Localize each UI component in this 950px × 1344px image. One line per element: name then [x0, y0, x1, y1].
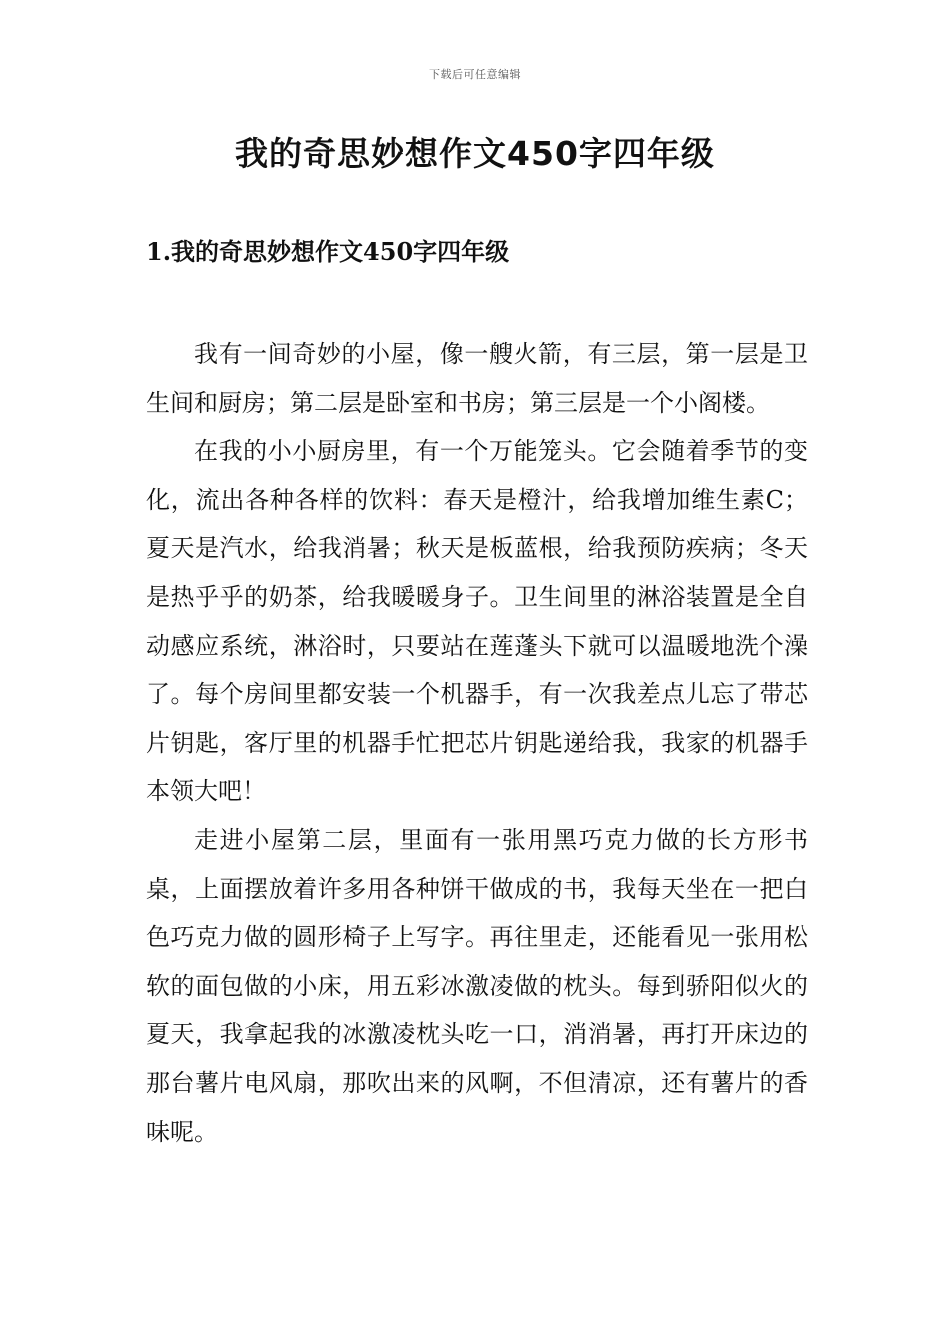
- paragraph: 在我的小小厨房里，有一个万能笼头。它会随着季节的变化，流出各种各样的饮料：春天是橙汁，给我增加维生素C；夏天是汽水，给我消暑；秋天是板蓝根，给我预防疾病；冬天是热乎乎的奶茶，给我暖暖身子。卫生间里的淋浴装置是全自动感应系统，淋浴时，只要站在莲蓬头下就可以温暖地洗个澡了。每个房间里都安装一个机器手，有一次我差点儿忘了带芯片钥匙，客厅里的机器手忙把芯片钥匙递给我，我家的机器手本领大吧！: [146, 437, 808, 806]
- section-heading: 1.我的奇思妙想作文450字四年级: [146, 237, 510, 266]
- header-note: 下载后可任意编辑: [429, 68, 521, 81]
- paragraph: 走进小屋第二层，里面有一张用黑巧克力做的长方形书桌，上面摆放着许多用各种饼干做成的书，我每天坐在一把白色巧克力做的圆形椅子上写字。再往里走，还能看见一张用松软的面包做的小床，用五彩冰激凌做的枕头。每到骄阳似火的夏天，我拿起我的冰激凌枕头吃一口，消消暑，再打开床边的那台薯片电风扇，那吹出来的风啊，不但清凉，还有薯片的香味呢。: [146, 825, 808, 1146]
- paragraph: 我有一间奇妙的小屋，像一艘火箭，有三层，第一层是卫生间和厨房；第二层是卧室和书房；第三层是一个小阁楼。: [146, 340, 808, 417]
- document-title: 我的奇思妙想作文450字四年级: [235, 134, 715, 173]
- essay-body: [146, 330, 808, 1156]
